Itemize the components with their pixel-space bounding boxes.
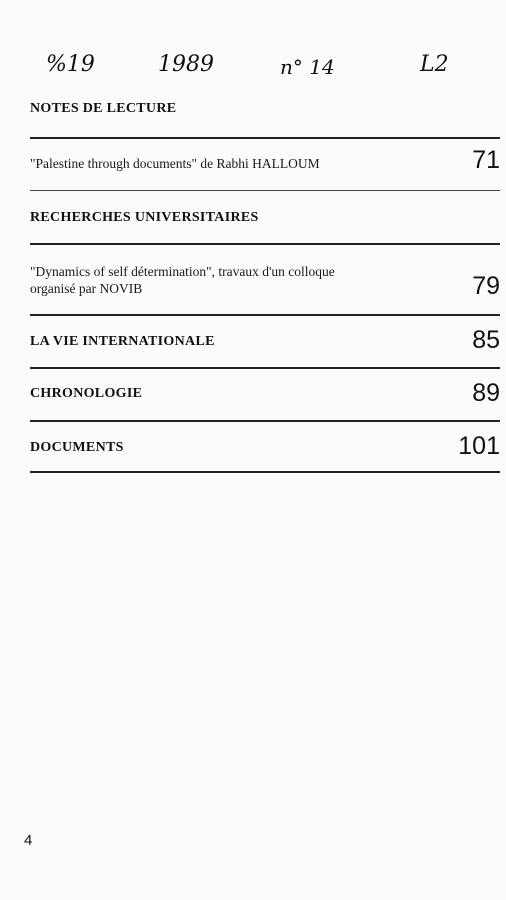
divider: [30, 137, 500, 139]
handwritten-issue: n° 14: [280, 55, 335, 79]
entry-text-recherches-line1: "Dynamics of self détermination", travaux d'un colloque: [30, 264, 335, 279]
page-folio-number: 4: [24, 832, 33, 849]
page-number-notes: 71: [472, 146, 500, 174]
divider: [30, 314, 500, 316]
section-heading-recherches: RECHERCHES UNIVERSITAIRES: [30, 210, 259, 225]
page-number-recherches: 79: [472, 272, 500, 300]
section-heading-documents: DOCUMENTS: [30, 440, 124, 455]
divider: [30, 420, 500, 422]
section-heading-vie-internationale: LA VIE INTERNATIONALE: [30, 334, 215, 349]
section-heading-chronologie: CHRONOLOGIE: [30, 386, 143, 401]
page-number-documents: 101: [458, 432, 500, 460]
entry-text-notes: "Palestine through documents" de Rabhi HALLOUM: [30, 156, 320, 171]
handwritten-year: 1989: [158, 52, 214, 77]
section-heading-notes: NOTES DE LECTURE: [30, 101, 177, 116]
page-number-chronologie: 89: [472, 379, 500, 407]
handwritten-code: %19: [46, 52, 95, 77]
divider: [30, 243, 500, 245]
handwritten-mark: L2: [420, 52, 449, 77]
divider: [30, 471, 500, 473]
divider: [30, 190, 500, 191]
page-number-vie-internationale: 85: [472, 326, 500, 354]
divider: [30, 367, 500, 369]
entry-text-recherches-line2: organisé par NOVIB: [30, 281, 143, 296]
